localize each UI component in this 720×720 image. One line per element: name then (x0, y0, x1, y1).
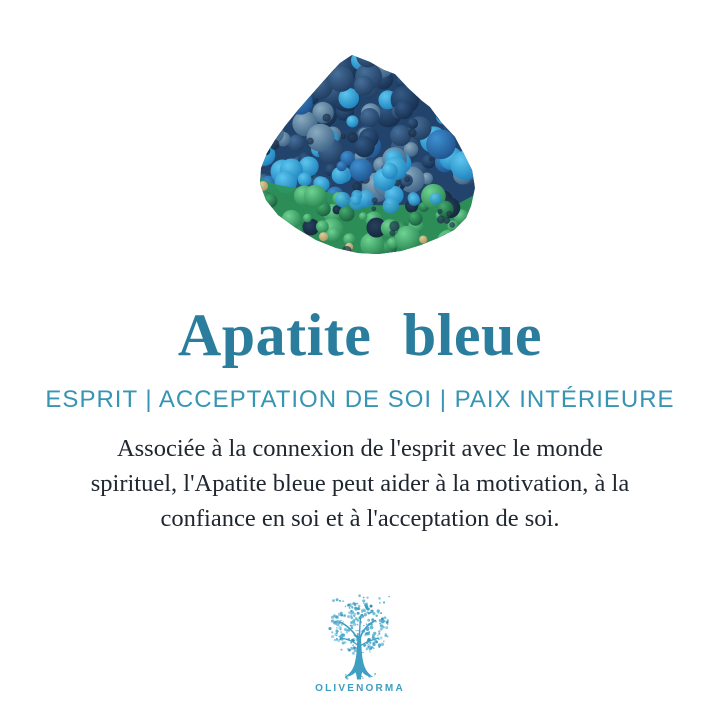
description-line-2: spirituel, l'Apatite bleue peut aider à la motivation, à la (90, 470, 630, 497)
product-tagline: ESPRIT | ACCEPTATION DE SOI | PAIX INTÉRIEURE (45, 386, 675, 413)
product-description (30, 431, 690, 536)
description-line-3: confiance en soi et à l'acceptation de soi. (160, 505, 560, 532)
blue-apatite-rough-stone-photo (258, 48, 476, 256)
olive-tree-icon (312, 594, 408, 682)
blue-apatite-specimen-image (258, 48, 476, 256)
brand-name: OLIVENORMA (315, 683, 405, 694)
description-line-1: Associée à la connexion de l'esprit avec le monde (116, 435, 604, 462)
brand-footer (0, 594, 720, 694)
product-title: Apatite bleue (177, 302, 543, 368)
